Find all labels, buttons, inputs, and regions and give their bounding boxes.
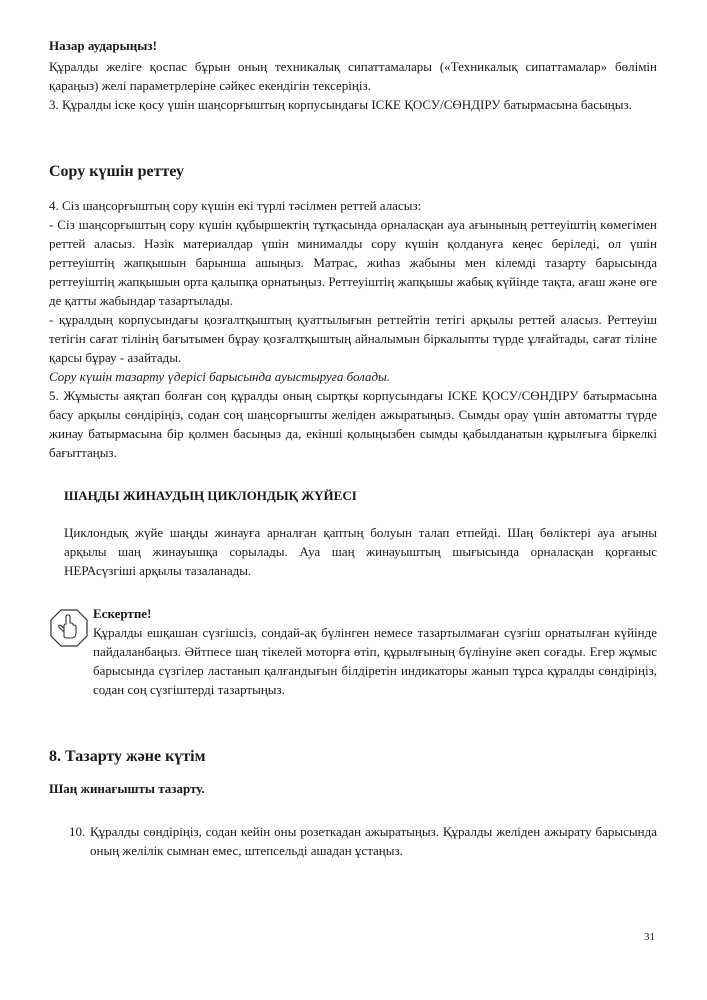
suction-step-5: 5. Жұмысты аяқтап болған соң құралды оның сыртқы корпусындағы ІСКЕ ҚОСУ/СӨНДІРУ батырмасына басу арқылы сөндіріңіз, содан соң шаңсорғышты желіден ажыратыңыз. Сымды орау үшін автоматты түрде жинау батырмасына бір қолмен басыңыз да, екінші қолыңызбен сымды қабылданатын құрылғыға біркелкі бағыттаңыз. [49,388,657,460]
care-subheading: Шаң жинағышты тазарту. [49,781,205,796]
section-heading-suction: Сору күшін реттеу [49,163,185,180]
suction-handle-regulator: - Сіз шаңсорғыштың сору күшін құбыршектің тұтқасында орналасқан ауа ағынының реттеуіштің көмегімен реттей аласыз. Нәзік материалдар үшін минималды сору күшін қолдануға кеңес беріледі, ол үшін реттеуіштің жапқышын барынша ашыңыз. Матрас, жиhаз жабыны мен кілемді тазарту барысында реттеуіштің жапқышын орта қалыпқа орнатыңыз. Реттеуіштің жапқышы жабық күйінде тақта, ағаш және өге де қатты жабындар тазартылады. [49,217,657,308]
hand-warning-icon [49,608,89,648]
suction-step-4: 4. Сіз шаңсорғыштың сору күшін екі түрлі тәсілмен реттей аласыз: [49,198,422,213]
page-number: 31 [644,931,655,943]
section-heading-care: 8. Тазарту және күтім [49,748,206,765]
cyclone-heading: ШАҢДЫ ЖИНАУДЫҢ ЦИКЛОНДЫҚ ЖҮЙЕСІ [64,488,357,503]
attention-heading: Назар аударыңыз! [49,38,157,53]
list-item [49,822,657,860]
list-item-text: Құралды сөндіріңіз, содан кейін оны розеткадан ажыратыңыз. Құралды желіден ажырату барысында оның желілік сымнан емес, штепсельді ашадан ұстаңыз. [90,824,657,858]
cyclone-text: Циклондық жүйе шаңды жинауға арналған қаптың болуын талап етпейді. Шаң бөліктері ауа ағыны арқылы шаң жинауышқа сорылады. Ауа шаң жинауыштың шығысында орналасқан қорғаныс НЕРАсүзгіші арқылы тазаланады. [64,525,657,578]
note-text: Құралды ешқашан сүзгішсіз, сондай-ақ бүлінген немесе тазартылмаған сүзгіш орнатылған күйінде пайдаланбаңыз. Әйтпесе шаң тікелей моторға өтіп, құрылғының бүлінуіне әкеп соғады. Егер жұмыс барысында сүзгілер ластанып қалғандығын білдіретін индикаторы жанып тұрса құралды сөндіріңіз, содан соң сүзгіштерді тазартыңыз. [93,625,657,697]
suction-motor-regulator: - құралдың корпусындағы қозғалтқыштың қуаттылығын реттейтін тетігі арқылы реттей аласыз. Реттеуіш тетігін сағат тілінің бағытымен бұрау қозғалтқыштың айналымын біркалыпты түрде ұлғайтады, сағат тіліне қарсы бұрау - азайтады. [49,312,657,365]
suction-italic-note: Сору күшін тазарту үдерісі барысында ауыстыруға болады. [49,369,391,384]
list-item-number: 10. [69,824,86,839]
attention-text: Құралды желіге қоспас бұрын оның техникалық сипаттамалары («Техникалық сипаттамалар» бөлімін қараңыз) желі параметрлеріне сәйкес екендігін тексеріңіз. [49,59,657,93]
note-heading: Ескертпе! [93,606,152,621]
step-3-text: 3. Құралды іске қосу үшін шаңсорғыштың корпусындағы ІСКЕ ҚОСУ/СӨНДІРУ батырмасына басыңыз. [49,97,632,112]
manual-page [49,36,657,860]
note-block [49,604,657,699]
